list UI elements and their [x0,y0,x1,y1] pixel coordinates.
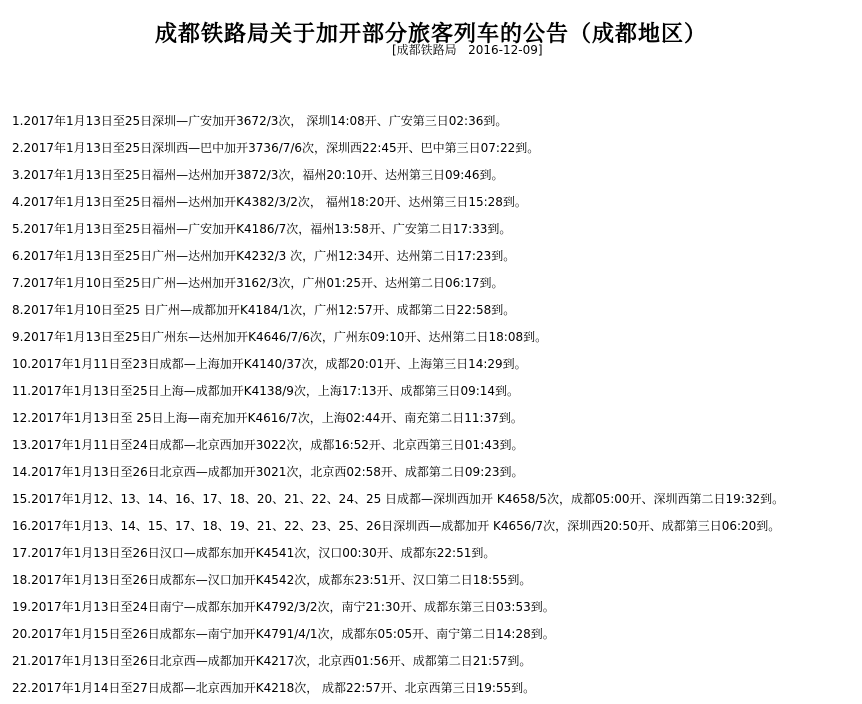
notice-item: 5.2017年1月13日至25日福州—广安加开K4186/7次，福州13:58开、广安第二日17:33到。 [12,222,512,236]
notice-item: 20.2017年1月15日至26日成都东—南宁加开K4791/4/1次，成都东05:05开、南宁第二日14:28到。 [12,627,555,641]
notice-item: 11.2017年1月13日至25日上海—成都加开K4138/9次，上海17:13开、成都第三日09:14到。 [12,384,520,398]
notice-item: 14.2017年1月13日至26日北京西—成都加开3021次，北京西02:58开、成都第二日09:23到。 [12,465,524,479]
page-title: 成都铁路局关于加开部分旅客列车的公告（成都地区） [154,21,707,47]
notice-item: 4.2017年1月13日至25日福州—达州加开K4382/3/2次， 福州18:20开、达州第三日15:28到。 [12,195,527,209]
notice-item: 19.2017年1月13日至24日南宁—成都东加开K4792/3/2次，南宁21:30开、成都东第三日03:53到。 [12,600,555,614]
source-label: [成都铁路局 [392,43,457,57]
notice-item: 8.2017年1月10日至25 日广州—成都加开K4184/1次，广州12:57开、成都第二日22:58到。 [12,303,516,317]
notice-item: 9.2017年1月13日至25日广州东—达州加开K4646/7/6次，广州东09:10开、达州第二日18:08到。 [12,330,548,344]
notice-list [12,108,857,702]
notice-item: 21.2017年1月13日至26日北京西—成都加开K4217次，北京西01:56开、成都第二日21:57到。 [12,654,532,668]
notice-item: 12.2017年1月13日至 25日上海—南充加开K4616/7次，上海02:44开、南充第二日11:37到。 [12,411,523,425]
notice-item: 7.2017年1月10日至25日广州—达州加开3162/3次，广州01:25开、达州第二日06:17到。 [12,276,504,290]
notice-item: 3.2017年1月13日至25日福州—达州加开3872/3次，福州20:10开、达州第三日09:46到。 [12,168,504,182]
notice-item: 13.2017年1月11日至24日成都—北京西加开3022次，成都16:52开、北京西第三日01:43到。 [12,438,524,452]
notice-item: 15.2017年1月12、13、14、16、17、18、20、21、22、24、25 日成都—深圳西加开 K4658/5次，成都05:00开、深圳西第二日19:32到。 [12,492,785,506]
notice-item: 1.2017年1月13日至25日深圳—广安加开3672/3次， 深圳14:08开、广安第三日02:36到。 [12,114,508,128]
notice-item: 6.2017年1月13日至25日广州—达州加开K4232/3 次，广州12:34开、达州第二日17:23到。 [12,249,516,263]
publish-date: 2016-12-09] [468,43,543,57]
notice-item: 18.2017年1月13日至26日成都东—汉口加开K4542次，成都东23:51开、汉口第二日18:55到。 [12,573,532,587]
notice-item: 2.2017年1月13日至25日深圳西—巴中加开3736/7/6次，深圳西22:45开、巴中第三日07:22到。 [12,141,540,155]
notice-item: 16.2017年1月13、14、15、17、18、19、21、22、23、25、26日深圳西—成都加开 K4656/7次，深圳西20:50开、成都第三日06:20到。 [12,519,781,533]
article-meta [392,42,543,58]
notice-item: 22.2017年1月14日至27日成都—北京西加开K4218次， 成都22:57开、北京西第三日19:55到。 [12,681,536,695]
notice-item: 10.2017年1月11日至23日成都—上海加开K4140/37次，成都20:01开、上海第三日14:29到。 [12,357,527,371]
notice-item: 17.2017年1月13日至26日汉口—成都东加开K4541次，汉口00:30开、成都东22:51到。 [12,546,496,560]
